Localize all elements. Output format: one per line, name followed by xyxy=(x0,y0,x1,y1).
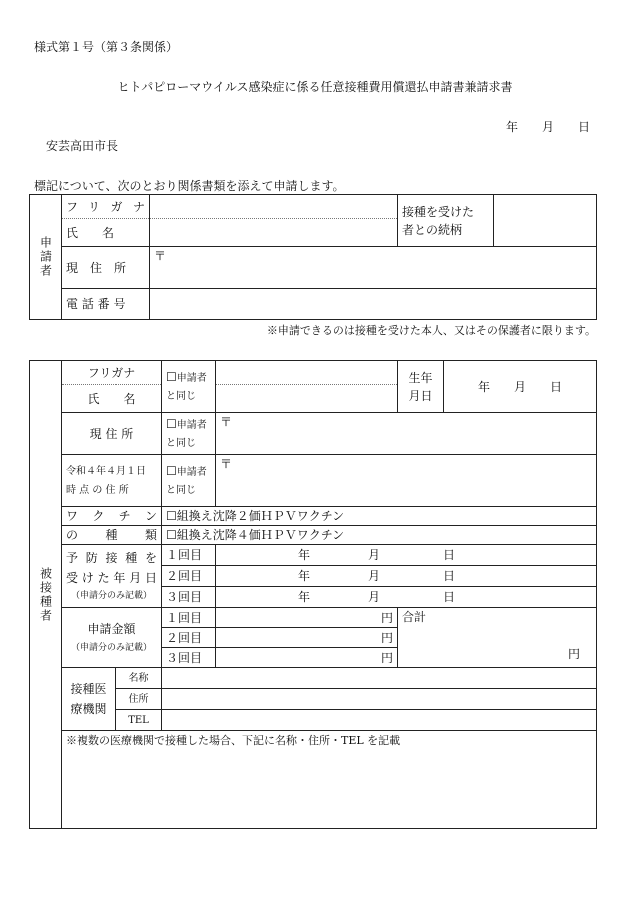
recipient-table xyxy=(29,360,597,829)
relation-label-line1: 接種を受けた xyxy=(402,204,475,219)
inst-tel-field[interactable] xyxy=(162,710,597,731)
applicant-furigana-field[interactable] xyxy=(150,195,398,219)
same-label-1: 申請者 xyxy=(176,419,207,431)
amount-field-3[interactable]: 円 xyxy=(216,648,398,668)
vacc-date-label-3: （申請分のみ記載） xyxy=(70,590,152,601)
applicant-address-label: 現 住 所 xyxy=(62,247,150,289)
amount-round-2: ２回目 xyxy=(162,628,216,648)
amount-round-3: ３回目 xyxy=(162,648,216,668)
applicant-note: ※申請できるのは接種を受けた本人、又はその保護者に限ります。 xyxy=(266,324,596,337)
date-year: 年 xyxy=(297,548,310,562)
amount-round-1: １回目 xyxy=(162,608,216,628)
reiwa-label-2: 時 点 の 住 所 xyxy=(66,484,129,496)
vacc-round-3: ３回目 xyxy=(162,587,216,608)
applicant-name-label: 氏 名 xyxy=(62,219,150,247)
form-title: ヒトパピローマウイルス感染症に係る任意接種費用償還払申請書兼請求書 xyxy=(117,80,513,94)
application-date[interactable]: 年 月 日 xyxy=(506,120,591,134)
recipient-name-field[interactable] xyxy=(216,385,398,413)
intro-text: 標記について、次のとおり関係書類を添えて申請します。 xyxy=(34,179,345,193)
amount-sub: （申請分のみ記載） xyxy=(70,643,152,654)
vacc-date-3[interactable] xyxy=(216,587,597,608)
postal-mark: 〒 xyxy=(220,415,233,429)
same-as-applicant-address[interactable] xyxy=(162,413,216,455)
applicant-address-field[interactable] xyxy=(150,247,597,289)
addressee: 安芸高田市長 xyxy=(46,139,119,153)
relation-label-line2: 者との続柄 xyxy=(402,222,463,237)
date-year: 年 xyxy=(297,569,310,583)
vacc-round-1: １回目 xyxy=(162,545,216,566)
reiwa-address-field[interactable] xyxy=(216,455,597,507)
same-label-1: 申請者 xyxy=(176,466,207,478)
vacc-date-1[interactable] xyxy=(216,545,597,566)
vaccine-option-2-label: 組換え沈降４価ＨＰＶワクチン xyxy=(176,528,345,542)
vacc-date-label-1: 予 防 接 種 を xyxy=(66,550,157,565)
applicant-furigana-label: フリガナ xyxy=(62,195,150,219)
same-label-2: と同じ xyxy=(166,485,196,497)
reiwa-label-1: 令和４年４月１日 xyxy=(66,465,146,477)
inst-address-field[interactable] xyxy=(162,689,597,710)
multi-institution-area[interactable] xyxy=(62,731,597,829)
applicant-section-label: 申請者 xyxy=(30,195,62,320)
relation-field[interactable] xyxy=(494,195,597,247)
applicant-phone-label: 電 話 番 号 xyxy=(62,289,150,320)
vaccine-option-2valent[interactable] xyxy=(162,507,597,526)
recipient-address-label: 現 住 所 xyxy=(62,413,162,455)
vacc-date-label xyxy=(62,545,162,608)
date-month: 月 xyxy=(367,590,380,604)
institution-label xyxy=(62,668,116,731)
birth-date-field[interactable]: 年 月 日 xyxy=(444,361,597,413)
date-day: 日 xyxy=(442,569,455,583)
recipient-furigana-field[interactable] xyxy=(216,361,398,385)
total-label: 合計 xyxy=(402,610,427,624)
vaccine-option-4valent[interactable] xyxy=(162,526,597,545)
checkbox-icon[interactable] xyxy=(166,373,177,384)
amount-label xyxy=(62,608,162,668)
total-yen: 円 xyxy=(567,647,580,661)
birth-label-1: 生年 xyxy=(408,370,433,385)
checkbox-icon[interactable] xyxy=(166,528,177,542)
postal-mark: 〒 xyxy=(154,249,167,263)
total-amount-field[interactable] xyxy=(398,608,597,668)
vaccine-label-1: ワ ク チ ン xyxy=(62,507,162,526)
vacc-round-2: ２回目 xyxy=(162,566,216,587)
institution-label-1: 接種医 xyxy=(70,681,107,696)
same-label-2: と同じ xyxy=(166,438,196,450)
birth-label xyxy=(398,361,444,413)
recipient-address-field[interactable] xyxy=(216,413,597,455)
checkbox-icon[interactable] xyxy=(166,509,177,523)
same-as-applicant-name[interactable] xyxy=(162,361,216,413)
inst-name-field[interactable] xyxy=(162,668,597,689)
amount-field-1[interactable]: 円 xyxy=(216,608,398,628)
checkbox-icon[interactable] xyxy=(166,420,177,431)
recipient-section-label: 被接種者 xyxy=(30,361,62,829)
inst-tel-label: TEL xyxy=(116,710,162,731)
multi-institution-note: ※複数の医療機関で接種した場合、下記に名称・住所・TEL を記載 xyxy=(66,734,401,747)
same-label-1: 申請者 xyxy=(176,372,207,384)
recipient-name-label: 氏 名 xyxy=(62,385,162,413)
date-day: 日 xyxy=(442,548,455,562)
amount-field-2[interactable]: 円 xyxy=(216,628,398,648)
relation-label xyxy=(398,195,494,247)
same-as-applicant-reiwa[interactable] xyxy=(162,455,216,507)
inst-name-label: 名称 xyxy=(116,668,162,689)
date-day: 日 xyxy=(442,590,455,604)
postal-mark: 〒 xyxy=(220,457,233,471)
applicant-name-field[interactable] xyxy=(150,219,398,247)
inst-address-label: 住所 xyxy=(116,689,162,710)
vacc-date-label-2: 受けた年月日 xyxy=(66,571,157,586)
vaccine-option-1-label: 組換え沈降２価ＨＰＶワクチン xyxy=(176,509,345,523)
form-number: 様式第１号（第３条関係） xyxy=(34,40,179,54)
recipient-furigana-label: フリガナ xyxy=(62,361,162,385)
date-month: 月 xyxy=(367,548,380,562)
institution-label-2: 療機関 xyxy=(70,702,107,716)
same-label-2: と同じ xyxy=(166,391,196,403)
reiwa-address-label xyxy=(62,455,162,507)
vacc-date-2[interactable] xyxy=(216,566,597,587)
applicant-table xyxy=(29,194,597,320)
birth-label-2: 月日 xyxy=(408,388,433,403)
checkbox-icon[interactable] xyxy=(166,467,177,478)
applicant-phone-field[interactable] xyxy=(150,289,597,320)
vaccine-label-2: の 種 類 xyxy=(62,526,162,545)
amount-label-text: 申請金額 xyxy=(87,621,136,636)
date-month: 月 xyxy=(367,569,380,583)
date-year: 年 xyxy=(297,590,310,604)
